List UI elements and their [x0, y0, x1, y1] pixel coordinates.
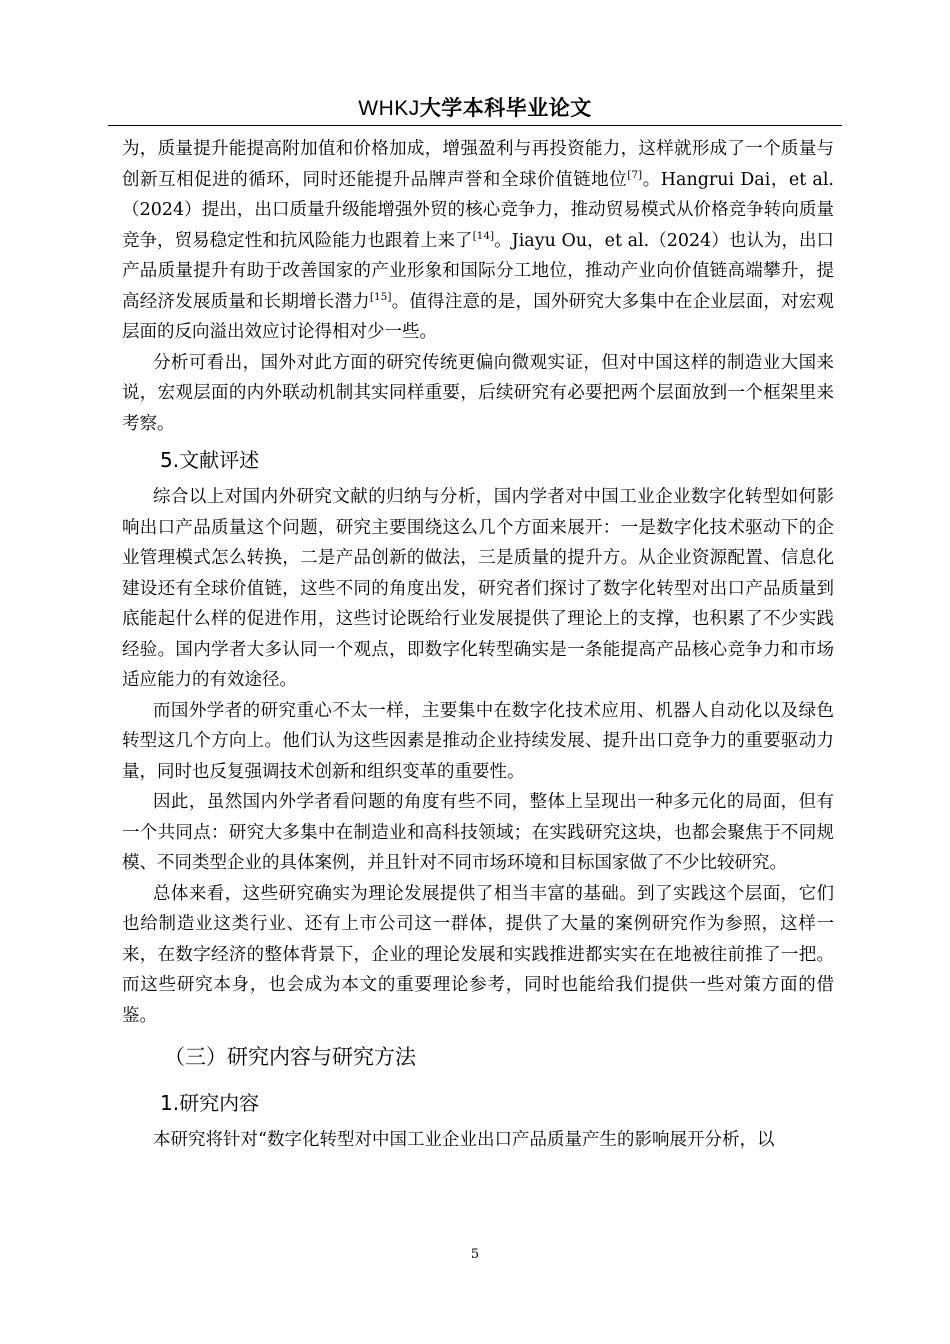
paragraph-domestic-summary: 综合以上对国内外研究文献的归纳与分析，国内学者对中国工业企业数字化转型如何影响出口产品质量这个问题，研究主要围绕这么几个方面来展开：一是数字化技术驱动下的企业管理模式怎么转换，二是产品创新的做法，三是质量的提升方。从企业资源配置、信息化建设还有全球价值链，这些不同的角度出发，研究者们探讨了数字化转型对出口产品质量到底能起什么样的促进作用，这些讨论既给行业发展提供了理论上的支撑，也积累了不少实践经验。国内学者大多认同一个观点，即数字化转型确实是一条能提高产品核心竞争力和市场适应能力的有效途径。 — [122, 487, 834, 690]
header-title: 大学本科毕业论文 — [419, 96, 592, 120]
section-heading-literature-review: 5.文献评述 — [160, 448, 260, 472]
chapter-heading-research-content-methods: （三）研究内容与研究方法 — [164, 1045, 416, 1069]
header-rule — [108, 125, 842, 126]
paragraph-foreign-research-cont: 为，质量提升能提高附加值和价格加成，增强盈利与再投资能力，这样就形成了一个质量与创新互相促进的循环，同时还能提升品牌声誉和全球价值链地位[7]。Hangrui Dai，et al.（2024）提出，出口质量升级能增强外贸的核心竞争力，推动贸易模式从价格竞争转向质量竞争，贸易稳定性和抗风险能力也跟着上来了[14]。Jiayu Ou，et al.（2024）也认为，出口产品质量提升有助于改善国家的产业形象和国际分工地位，推动产业向价值链高端攀升，提高经济发展质量和长期增长潜力[15]。值得注意的是，国外研究大多集中在企业层面，对宏观层面的反向溢出效应讨论得相对少一些。 — [122, 139, 835, 342]
header-prefix: WHKJ — [358, 97, 420, 120]
paragraph-foreign-focus: 而国外学者的研究重心不太一样，主要集中在数字化技术应用、机器人自动化以及绿色转型这几个方向上。他们认为这些因素是推动企业持续发展、提升出口竞争力的重要驱动力量，同时也反复强调技术创新和组织变革的重要性。 — [122, 700, 834, 782]
citation-14: [14] — [472, 229, 495, 242]
paragraph-common-points: 因此，虽然国内外学者看问题的角度有些不同，整体上呈现出一种多元化的局面，但有一个共同点：研究大多集中在制造业和高科技领域；在实践研究这块，也都会聚焦于不同规模、不同类型企业的具体案例，并且针对不同市场环境和目标国家做了不少比较研究。 — [122, 792, 834, 873]
paragraph-research-intro: 本研究将针对“数字化转型对中国工业企业出口产品质量产生的影响展开分析，以 — [153, 1130, 775, 1150]
citation-7: [7] — [627, 168, 643, 181]
paragraph-overall: 总体来看，这些研究确实为理论发展提供了相当丰富的基础。到了实践这个层面，它们也给制造业这类行业、还有上市公司这一群体，提供了大量的案例研究作为参照，这样一来，在数字经济的整体背景下，企业的理论发展和实践推进都实实在在地被往前推了一把。而这些研究本身，也会成为本文的重要理论参考，同时也能给我们提供一些对策方面的借鉴。 — [122, 883, 834, 1026]
paragraph-analysis: 分析可看出，国外对此方面的研究传统更偏向微观实证，但对中国这样的制造业大国来说，宏观层面的内外联动机制其实同样重要，后续研究有必要把两个层面放到一个框架里来考察。 — [122, 352, 834, 434]
page-header — [0, 92, 950, 122]
body-text — [122, 134, 834, 1156]
section-heading-research-content: 1.研究内容 — [160, 1091, 260, 1115]
citation-15: [15] — [369, 290, 392, 303]
page-number: 5 — [470, 1247, 480, 1262]
